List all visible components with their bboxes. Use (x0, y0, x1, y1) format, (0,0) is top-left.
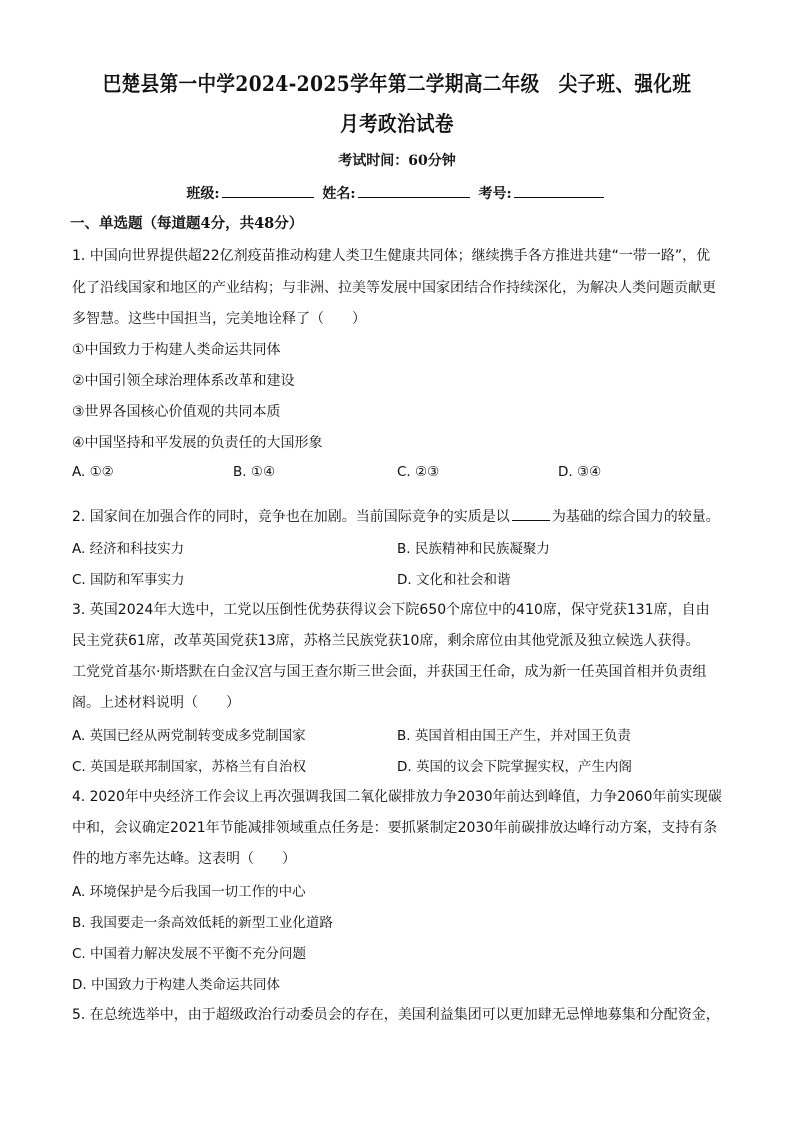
q4-option-b[interactable]: B. 我国要走一条高效低耗的新型工业化道路 (72, 915, 333, 931)
q4-stem-line2: 中和，会议确定2021年节能减排领域重点任务是：要抓紧制定2030年前碳排放达峰行动方案，支持有条 (72, 820, 718, 836)
q4-option-a[interactable]: A. 环境保护是今后我国一切工作的中心 (72, 884, 306, 900)
q4-option-d[interactable]: D. 中国致力于构建人类命运共同体 (72, 977, 280, 993)
number-label: 考号: (478, 186, 512, 202)
q3-option-a[interactable]: A. 英国已经从两党制转变成多党制国家 (72, 728, 306, 744)
q3-stem-line2: 民主党获61席，改革英国党获13席，苏格兰民族党获10席，剩余席位由其他党派及独立候选人获得。 (72, 633, 700, 649)
q4-option-c[interactable]: C. 中国着力解决发展不平衡不充分问题 (72, 946, 307, 962)
q1-option-d[interactable]: D. ③④ (558, 464, 602, 480)
q2-option-b[interactable]: B. 民族精神和民族凝聚力 (397, 541, 550, 557)
q1-option-a[interactable]: A. ①② (72, 464, 114, 480)
q1-item-1: ①中国致力于构建人类命运共同体 (72, 342, 281, 358)
number-blank[interactable] (514, 183, 604, 198)
q1-stem-line3: 多智慧。这些中国担当，完美地诠释了（ ） (72, 311, 366, 327)
q3-stem-line1: 3. 英国2024年大选中，工党以压倒性优势获得议会下院650个席位中的410席，保守党获131席，自由 (72, 602, 710, 618)
q5-stem-line1: 5. 在总统选举中，由于超级政治行动委员会的存在，美国利益集团可以更加肆无忌惮地募集和分配资金， (72, 1007, 720, 1023)
q3-stem-line4: 阁。上述材料说明（ ） (72, 695, 240, 711)
q2-stem-part2: 为基础的综合国力的较量。 (551, 509, 720, 525)
q1-item-2: ②中国引领全球治理体系改革和建设 (72, 373, 295, 389)
q3-stem-line3: 工党党首基尔·斯塔默在白金汉宫与国王查尔斯三世会面，并获国王任命，成为新一任英国首相并负责组 (72, 664, 707, 680)
q1-stem-line2: 化了沿线国家和地区的产业结构；与非洲、拉美等发展中国家团结合作持续深化，为解决人类问题贡献更 (72, 280, 716, 296)
q3-option-b[interactable]: B. 英国首相由国王产生，并对国王负责 (397, 728, 631, 744)
student-info-fields (0, 183, 794, 203)
name-label: 姓名: (322, 186, 356, 202)
q3-option-c[interactable]: C. 英国是联邦制国家，苏格兰有自治权 (72, 759, 307, 775)
q1-stem-line1: 1. 中国向世界提供超22亿剂疫苗推动构建人类卫生健康共同体；继续携手各方推进共建“一带一路”，优 (72, 248, 711, 264)
section-title: 一、单选题（每道题4分，共48分） (70, 215, 304, 232)
q1-item-3: ③世界各国核心价值观的共同本质 (72, 404, 281, 420)
q2-option-c[interactable]: C. 国防和军事实力 (72, 572, 185, 588)
q2-answer-blank[interactable] (512, 508, 550, 521)
q2-stem (72, 506, 720, 526)
exam-title-line1: 巴楚县第一中学2024-2025学年第二学期高二年级 尖子班、强化班 (102, 71, 692, 96)
q2-option-a[interactable]: A. 经济和科技实力 (72, 541, 185, 557)
class-label: 班级: (186, 186, 220, 202)
q4-stem-line3: 件的地方率先达峰。这表明（ ） (72, 851, 296, 867)
q3-option-d[interactable]: D. 英国的议会下院掌握实权，产生内阁 (397, 759, 632, 775)
exam-title-line2: 月考政治试卷 (340, 111, 454, 136)
name-blank[interactable] (358, 183, 470, 198)
q2-stem-part1: 2. 国家间在加强合作的同时，竞争也在加剧。当前国际竞争的实质是以 (72, 509, 510, 525)
exam-time: 考试时间：60分钟 (338, 153, 456, 169)
q1-item-4: ④中国坚持和平发展的负责任的大国形象 (72, 435, 323, 451)
q4-stem-line1: 4. 2020年中央经济工作会议上再次强调我国二氧化碳排放力争2030年前达到峰值，力争2060年前实现碳 (72, 789, 722, 805)
q1-option-b[interactable]: B. ①④ (233, 464, 276, 480)
q1-option-c[interactable]: C. ②③ (397, 464, 440, 480)
q2-option-d[interactable]: D. 文化和社会和谐 (397, 572, 511, 588)
class-blank[interactable] (222, 183, 314, 198)
